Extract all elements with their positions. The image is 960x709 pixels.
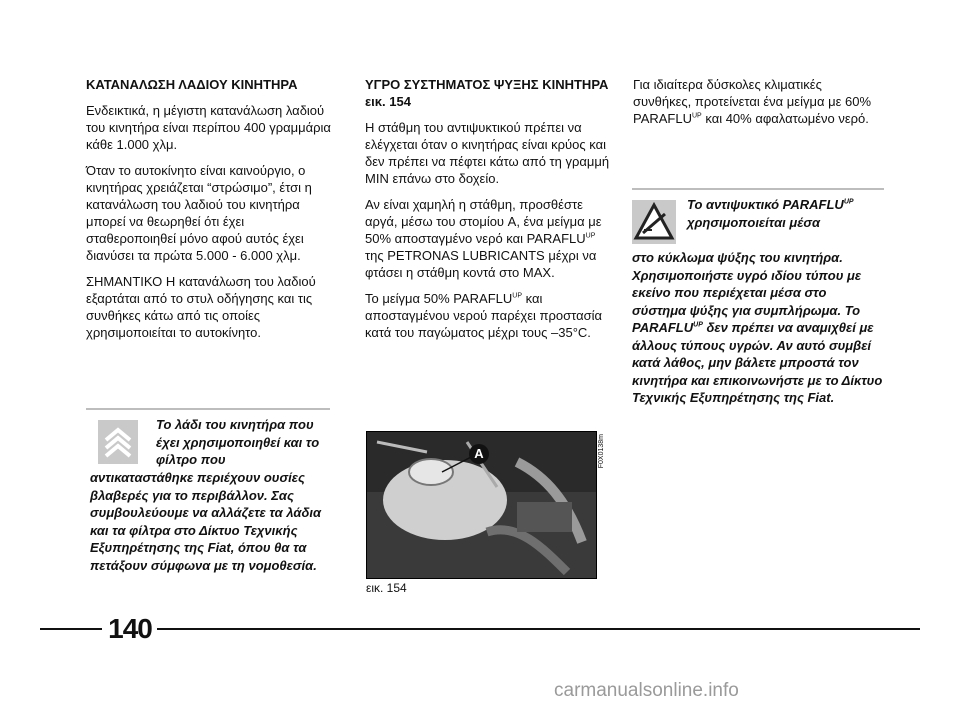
note-text-intro: Το αντιψυκτικό $PARAFLU^{UP}$ χρησιμοποιείται μέσα: [687, 197, 854, 230]
paragraph: Για ιδιαίτερα δύσκολες κλιματικές συνθήκες, προτείνεται ένα μείγμα με 60% $PARAFLU^{UP}$ και 40% αφαλατωμένο νερό.: [633, 77, 871, 126]
paragraph: Το μείγμα 50% $PARAFLU^{UP}$ και αποσταγμένου νερού παρέχει προστασία κατά του παγώματος μέχρι τους –35°C.: [365, 291, 603, 340]
paragraph: Όταν το αυτοκίνητο είναι καινούργιο, ο κινητήρας χρειάζεται “στρώσιμο”, έτσι η κατανάλωση του λαδιού του κινητήρα μπορεί να θεωρηθεί ότι έχει σταθεροποιηθεί μόνο αφού αυτός έχει διανύσει τα πρώτα 5.000 - 6.000 χλμ.: [86, 163, 312, 263]
section-heading-coolant: ΥΓΡΟ ΣΥΣΤΗΜΑΤΟΣ ΨΥΞΗΣ ΚΙΝΗΤΗΡΑ εικ. 154: [365, 77, 609, 109]
column-climate: [633, 76, 883, 136]
note-text-intro: Το λάδι του κινητήρα που έχει χρησιμοποιηθεί και το φίλτρο που: [156, 417, 320, 467]
marker-a: A: [469, 444, 489, 464]
section-heading-oil-consumption: ΚΑΤΑΝΑΛΩΣΗ ΛΑΔΙΟΥ ΚΙΝΗΤΗΡΑ: [86, 77, 298, 92]
figure-code: F0X0138m: [598, 434, 605, 469]
figure-caption: εικ. 154: [366, 581, 407, 595]
paragraph: ΣΗΜΑΝΤΙΚΟ Η κατανάλωση του λαδιού εξαρτάται από το στυλ οδήγησης και τις συνθήκες κάτω από τις οποίες χρησιμοποιείται το αυτοκίνητο.: [86, 274, 316, 340]
recycle-arrows-icon: [98, 420, 138, 464]
footer-rule-left: [40, 628, 102, 630]
column-oil-consumption: [86, 76, 334, 350]
column-coolant: [365, 76, 613, 350]
footer-rule-right: [157, 628, 920, 630]
environment-note: [86, 408, 330, 573]
antifreeze-warning-note: [632, 188, 884, 405]
paragraph: Η στάθμη του αντιψυκτικού πρέπει να ελέγχεται όταν ο κινητήρας είναι κρύος και δεν πρέπει να πέφτει κάτω από τη γραμμή MIN επάνω στο δοχείο.: [365, 120, 610, 186]
engine-bay-photo: [366, 431, 597, 579]
paragraph: Αν είναι χαμηλή η στάθμη, προσθέστε αργά, μέσω του στομίου A, ένα μείγμα με 50% αποσταγμένο νερό και $PARAFLU^{UP}$ της PETRONAS LUBRICANTS μέχρι να φτάσει η στάθμη κοντά στο MAX.: [365, 197, 602, 280]
watermark: carmanualsonline.info: [554, 680, 739, 701]
paragraph: Ενδεικτικά, η μέγιστη κατανάλωση λαδιού του κινητήρα είναι περίπου 400 γραμμάρια κάθε 1.000 χλμ.: [86, 103, 331, 152]
note-text-body: αντικαταστάθηκε περιέχουν ουσίες βλαβερές για το περιβάλλον. Σας συμβουλεύουμε να αλλάζετε τα λάδια και τα φίλτρα στο Δίκτυο Τεχνικής Εξυπηρέτησης της Fiat, όπου θα τα πετάξουν σύμφωνα με τη νομοθεσία.: [90, 470, 322, 573]
note-text-body: στο κύκλωμα ψύξης του κινητήρα. Χρησιμοποιήστε υγρό ιδίου τύπου με εκείνο που περιέχεται μέσα στο σύστημα ψύξης για συμπλήρωμα. Το $PARAFLU^{UP}$ δεν πρέπει να αναμιχθεί με άλλους τύπους υγρών. Αν αυτό συμβεί κατά λάθος, μην βάλετε μπροστά τον κινητήρα και επικοινωνήστε με το Δίκτυο Τεχνικής Εξυπηρέτησης της Fiat.: [632, 250, 883, 405]
warning-triangle-icon: [632, 200, 676, 244]
page-number: 140: [108, 613, 152, 644]
